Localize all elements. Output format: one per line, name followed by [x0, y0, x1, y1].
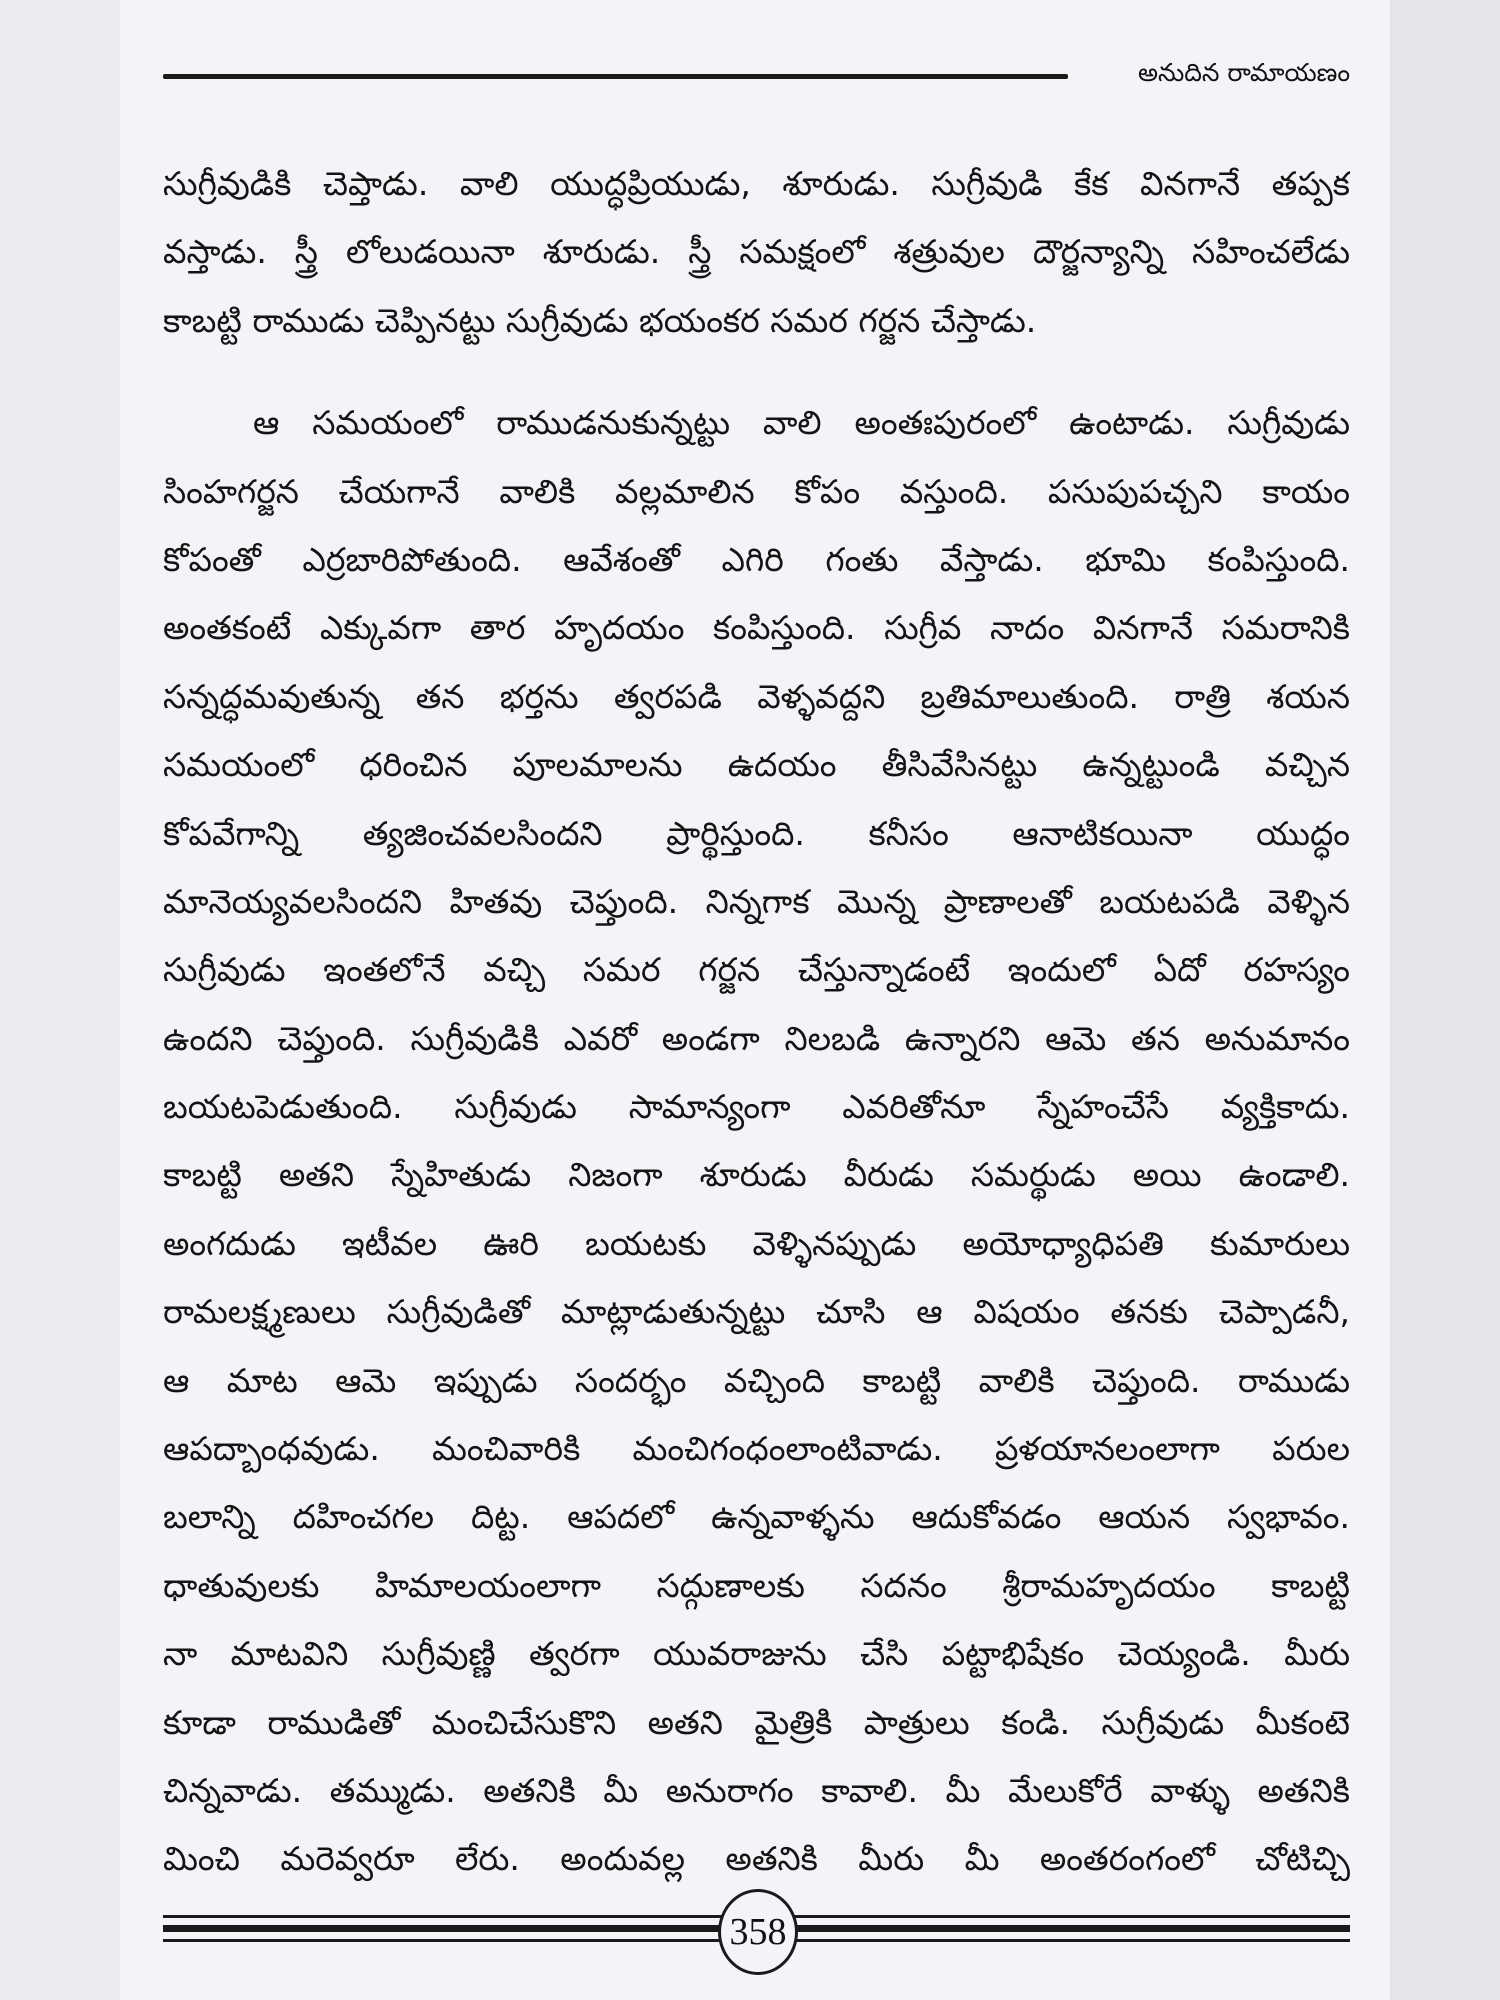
- text-line: ఉందని చెప్తుంది. సుగ్రీవుడికి ఎవరో అండగా నిలబడి ఉన్నారని ఆమె తన అనుమానం: [163, 1018, 1350, 1058]
- text-line: బయటపెడుతుంది. సుగ్రీవుడు సామాన్యంగా ఎవరితోనూ స్నేహంచేసే వ్యక్తికాదు.: [163, 1087, 1350, 1127]
- running-header: [163, 58, 1350, 98]
- paragraph-gap: [163, 355, 1350, 389]
- page-footer: [163, 1885, 1350, 1975]
- text-line: మానెయ్యవలసిందని హితవు చెప్తుంది. నిన్నగాక మొన్న ప్రాణాలతో బయటపడి వెళ్ళిన: [163, 881, 1350, 921]
- text-line: సుగ్రీవుడు ఇంతలోనే వచ్చి సమర గర్జన చేస్తున్నాడంటే ఇందులో ఏదో రహస్యం: [163, 950, 1350, 990]
- text-line: మించి మరెవ్వరూ లేరు. అందువల్ల అతనికి మీరు మీ అంతరంగంలో చోటిచ్చి: [163, 1839, 1350, 1879]
- text-line: రామలక్ష్మణులు సుగ్రీవుడితో మాట్లాడుతున్నట్టు చూసి ఆ విషయం తనకు చెప్పాడనీ,: [163, 1292, 1350, 1332]
- text-line: అంగదుడు ఇటీవల ఊరి బయటకు వెళ్ళినప్పుడు అయోధ్యాధిపతి కుమారులు: [163, 1223, 1350, 1263]
- paragraph: [163, 389, 1350, 1894]
- text-line: కాబట్టి అతని స్నేహితుడు నిజంగా శూరుడు వీరుడు సమర్థుడు అయి ఉండాలి.: [163, 1155, 1350, 1195]
- text-line: కూడా రాముడితో మంచిచేసుకొని అతని మైత్రికి పాత్రులు కండి. సుగ్రీవుడు మీకంటె: [163, 1702, 1350, 1742]
- text-line: సన్నద్ధమవుతున్న తన భర్తను త్వరపడి వెళ్ళవద్దని బ్రతిమాలుతుంది. రాత్రి శయన: [163, 676, 1350, 716]
- text-line: ఆ సమయంలో రాముడనుకున్నట్టు వాలి అంతఃపురంలో ఉంటాడు. సుగ్రీవుడు: [253, 403, 1350, 443]
- text-line: వస్తాడు. స్త్రీ లోలుడయినా శూరుడు. స్త్రీ సమక్షంలో శత్రువుల దౌర్జన్యాన్ని సహించలేడు: [163, 232, 1350, 272]
- header-rule: [163, 74, 1068, 79]
- text-line: కోపవేగాన్ని త్యజించవలసిందని ప్రార్థిస్తుంది. కనీసం ఆనాటికయినా యుద్ధం: [163, 813, 1350, 853]
- text-line: కాబట్టి రాముడు చెప్పినట్టు సుగ్రీవుడు భయంకర సమర గర్జన చేస్తాడు.: [163, 300, 1037, 340]
- text-line: సుగ్రీవుడికి చెప్తాడు. వాలి యుద్ధప్రియుడు, శూరుడు. సుగ్రీవుడి కేక వినగానే తప్పక: [163, 164, 1350, 203]
- paragraph: [163, 150, 1350, 355]
- text-line: ధాతువులకు హిమాలయంలాగా సద్గుణాలకు సదనం శ్రీరామహృదయం కాబట్టి: [163, 1565, 1350, 1605]
- text-line: చిన్నవాడు. తమ్ముడు. అతనికి మీ అనురాగం కావాలి. మీ మేలుకోరే వాళ్ళు అతనికి: [163, 1770, 1350, 1810]
- book-title: అనుదిన రామాయణం: [1138, 58, 1350, 87]
- page-edge: [1390, 0, 1500, 2000]
- text-line: ఆపద్బాంధవుడు. మంచివారికి మంచిగంధంలాంటివాడు. ప్రళయానలంలాగా పరుల: [163, 1429, 1350, 1469]
- body-text: [163, 150, 1350, 1894]
- text-line: బలాన్ని దహించగల దిట్ట. ఆపదలో ఉన్నవాళ్ళను ఆదుకోవడం ఆయన స్వభావం.: [163, 1497, 1350, 1537]
- text-line: కోపంతో ఎర్రబారిపోతుంది. ఆవేశంతో ఎగిరి గంతు వేస్తాడు. భూమి కంపిస్తుంది.: [163, 539, 1350, 579]
- text-line: ఆ మాట ఆమె ఇప్పుడు సందర్భం వచ్చింది కాబట్టి వాలికి చెప్తుంది. రాముడు: [163, 1360, 1350, 1400]
- page-number: 358: [718, 1889, 798, 1975]
- text-line: సింహగర్జన చేయగానే వాలికి వల్లమాలిన కోపం వస్తుంది. పసుపుపచ్చని కాయం: [163, 471, 1350, 511]
- text-line: అంతకంటే ఎక్కువగా తార హృదయం కంపిస్తుంది. సుగ్రీవ నాదం వినగానే సమరానికి: [163, 608, 1350, 648]
- text-line: నా మాటవిని సుగ్రీవుణ్ణి త్వరగా యువరాజును చేసి పట్టాభిషేకం చెయ్యండి. మీరు: [163, 1634, 1350, 1674]
- text-line: సమయంలో ధరించిన పూలమాలను ఉదయం తీసివేసినట్టు ఉన్నట్టుండి వచ్చిన: [163, 745, 1350, 785]
